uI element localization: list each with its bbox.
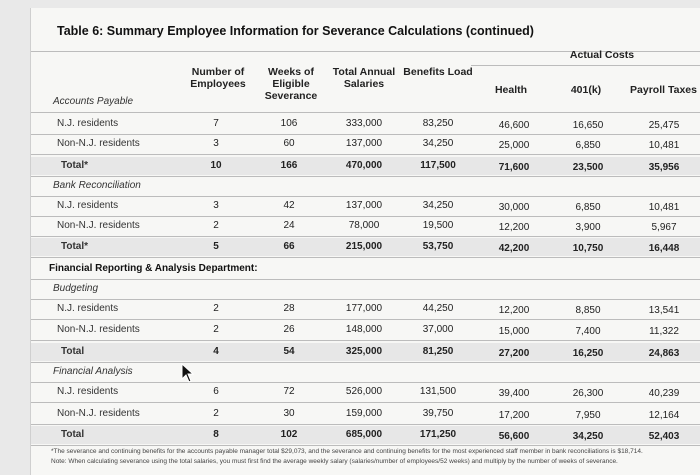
row-label: Non-N.J. residents xyxy=(57,220,140,231)
table-cell: 44,250 xyxy=(422,303,454,314)
row-label: N.J. residents xyxy=(57,303,119,314)
table-cell: 10,481 xyxy=(648,202,680,213)
row-label: N.J. residents xyxy=(57,386,119,397)
table-cell: 171,250 xyxy=(419,429,457,440)
table-cell: 177,000 xyxy=(345,303,383,314)
table-cell: 53,750 xyxy=(422,241,454,252)
row-divider xyxy=(31,154,700,155)
table-cell: 19,500 xyxy=(422,220,454,231)
table-cell: 42 xyxy=(283,200,295,211)
table-cell: 131,500 xyxy=(419,386,457,397)
row-divider xyxy=(31,236,700,237)
row-divider xyxy=(31,257,700,258)
row-divider xyxy=(31,424,700,425)
table-cell: 26,300 xyxy=(572,388,604,399)
table-cell: 39,400 xyxy=(498,388,530,399)
table-cell: 5,967 xyxy=(651,222,677,233)
total-label: Total* xyxy=(61,241,89,252)
table-cell: 40,239 xyxy=(648,388,680,399)
row-divider xyxy=(31,112,700,113)
row-divider xyxy=(31,299,700,300)
table-cell: 16,448 xyxy=(648,243,680,254)
table-cell: 7,950 xyxy=(575,410,601,421)
table-cell: 325,000 xyxy=(345,346,383,357)
table-cell: 7 xyxy=(213,118,219,129)
table-cell: 10 xyxy=(210,160,222,171)
table-cell: 148,000 xyxy=(345,324,383,335)
table-cell: 685,000 xyxy=(345,429,383,440)
col-header-employees: Number of Employees xyxy=(190,66,246,90)
section-label: Financial Reporting & Analysis Department: xyxy=(49,263,258,274)
row-divider xyxy=(31,382,700,383)
table-cell: 30 xyxy=(283,408,295,419)
table-cell: 23,500 xyxy=(572,162,604,173)
table-cell: 37,000 xyxy=(422,324,454,335)
document-page xyxy=(30,8,700,475)
table-cell: 13,541 xyxy=(648,305,680,316)
table-cell: 16,250 xyxy=(572,348,604,359)
table-cell: 3,900 xyxy=(575,222,601,233)
col-header-salaries: Total Annual Salaries xyxy=(332,66,396,90)
col-header-weeks: Weeks of Eligible Severance xyxy=(264,66,318,102)
group-header-actual-costs: Actual Costs xyxy=(569,49,635,61)
table-cell: 117,500 xyxy=(420,160,456,171)
col-header-health: Health xyxy=(494,84,528,96)
table-cell: 27,200 xyxy=(498,348,530,359)
table-cell: 10,750 xyxy=(572,243,604,254)
section-label: Budgeting xyxy=(53,283,99,294)
table-cell: 7,400 xyxy=(575,326,601,337)
table-cell: 2 xyxy=(213,303,219,314)
col-header-payroll-taxes: Payroll Taxes xyxy=(630,84,697,96)
table-cell: 137,000 xyxy=(345,138,383,149)
row-label: N.J. residents xyxy=(57,118,119,129)
table-cell: 526,000 xyxy=(345,386,383,397)
row-divider xyxy=(31,279,700,280)
row-divider xyxy=(31,402,700,403)
table-cell: 81,250 xyxy=(422,346,454,357)
row-divider xyxy=(31,176,700,177)
footnote-calculation: Note: When calculating severance using the total salaries, you must first find the average weekly salary (salaries/number of employees/52 weeks) and multiply by the number of weeks of severance. xyxy=(51,458,618,465)
table-cell: 15,000 xyxy=(498,326,530,337)
table-cell: 137,000 xyxy=(345,200,383,211)
table-cell: 39,750 xyxy=(422,408,454,419)
table-cell: 34,250 xyxy=(422,200,454,211)
table-cell: 6,850 xyxy=(575,140,601,151)
table-cell: 25,475 xyxy=(648,120,680,131)
table-cell: 42,200 xyxy=(498,243,530,254)
table-cell: 2 xyxy=(213,324,219,335)
mouse-cursor-icon xyxy=(181,363,195,383)
table-cell: 106 xyxy=(280,118,298,129)
col-header-benefits: Benefits Load xyxy=(403,66,473,78)
table-cell: 6,850 xyxy=(575,202,601,213)
total-label: Total* xyxy=(61,160,89,171)
table-cell: 215,000 xyxy=(345,241,383,252)
table-cell: 102 xyxy=(280,429,298,440)
table-cell: 72 xyxy=(283,386,295,397)
col-header-401k: 401(k) xyxy=(570,84,602,96)
table-cell: 5 xyxy=(213,241,219,252)
table-cell: 10,481 xyxy=(648,140,680,151)
table-cell: 333,000 xyxy=(345,118,383,129)
table-cell: 12,200 xyxy=(498,222,530,233)
table-cell: 78,000 xyxy=(348,220,380,231)
table-cell: 3 xyxy=(213,200,219,211)
row-divider xyxy=(31,216,700,217)
table-cell: 24,863 xyxy=(648,348,680,359)
table-cell: 24 xyxy=(283,220,295,231)
row-divider xyxy=(31,319,700,320)
table-cell: 54 xyxy=(283,346,295,357)
total-label: Total xyxy=(61,346,85,357)
section-label: Financial Analysis xyxy=(53,366,133,377)
table-cell: 26 xyxy=(283,324,295,335)
table-cell: 11,322 xyxy=(649,326,679,337)
row-divider xyxy=(31,340,700,341)
table-cell: 28 xyxy=(283,303,295,314)
table-cell: 2 xyxy=(213,408,219,419)
table-cell: 8,850 xyxy=(575,305,601,316)
table-cell: 2 xyxy=(213,220,219,231)
table-cell: 34,250 xyxy=(572,431,604,442)
section-label: Accounts Payable xyxy=(53,96,134,107)
row-label: Non-N.J. residents xyxy=(57,324,140,335)
table-cell: 3 xyxy=(213,138,219,149)
table-cell: 12,200 xyxy=(498,305,530,316)
table-cell: 56,600 xyxy=(498,431,530,442)
total-label: Total xyxy=(61,429,85,440)
row-divider xyxy=(31,196,700,197)
page-title: Table 6: Summary Employee Information for Severance Calculations (continued) xyxy=(57,24,534,38)
row-label: N.J. residents xyxy=(57,200,119,211)
table-cell: 159,000 xyxy=(345,408,383,419)
table-cell: 34,250 xyxy=(422,138,454,149)
row-label: Non-N.J. residents xyxy=(57,408,140,419)
footnote-severance: *The severance and continuing benefits for the accounts payable manager total $29,073, and the severance and continuing benefits for the most experienced staff member in bank reconciliations is $18,714. xyxy=(51,448,643,455)
group-rule xyxy=(471,65,700,66)
table-cell: 17,200 xyxy=(498,410,530,421)
table-cell: 83,250 xyxy=(422,118,454,129)
table-cell: 60 xyxy=(283,138,295,149)
table-cell: 71,600 xyxy=(498,162,530,173)
table-cell: 30,000 xyxy=(498,202,530,213)
table-cell: 46,600 xyxy=(498,120,530,131)
table-cell: 16,650 xyxy=(572,120,604,131)
table-cell: 25,000 xyxy=(498,140,530,151)
table-cell: 4 xyxy=(213,346,219,357)
table-cell: 66 xyxy=(283,241,295,252)
table-cell: 8 xyxy=(213,429,219,440)
row-divider xyxy=(31,362,700,363)
row-divider xyxy=(31,134,700,135)
row-divider xyxy=(31,445,700,446)
table-cell: 52,403 xyxy=(648,431,680,442)
table-cell: 470,000 xyxy=(345,160,383,171)
table-cell: 35,956 xyxy=(648,162,680,173)
table-cell: 166 xyxy=(280,160,298,171)
table-cell: 12,164 xyxy=(648,410,680,421)
row-label: Non-N.J. residents xyxy=(57,138,140,149)
section-label: Bank Reconciliation xyxy=(53,180,141,191)
table-cell: 6 xyxy=(213,386,219,397)
